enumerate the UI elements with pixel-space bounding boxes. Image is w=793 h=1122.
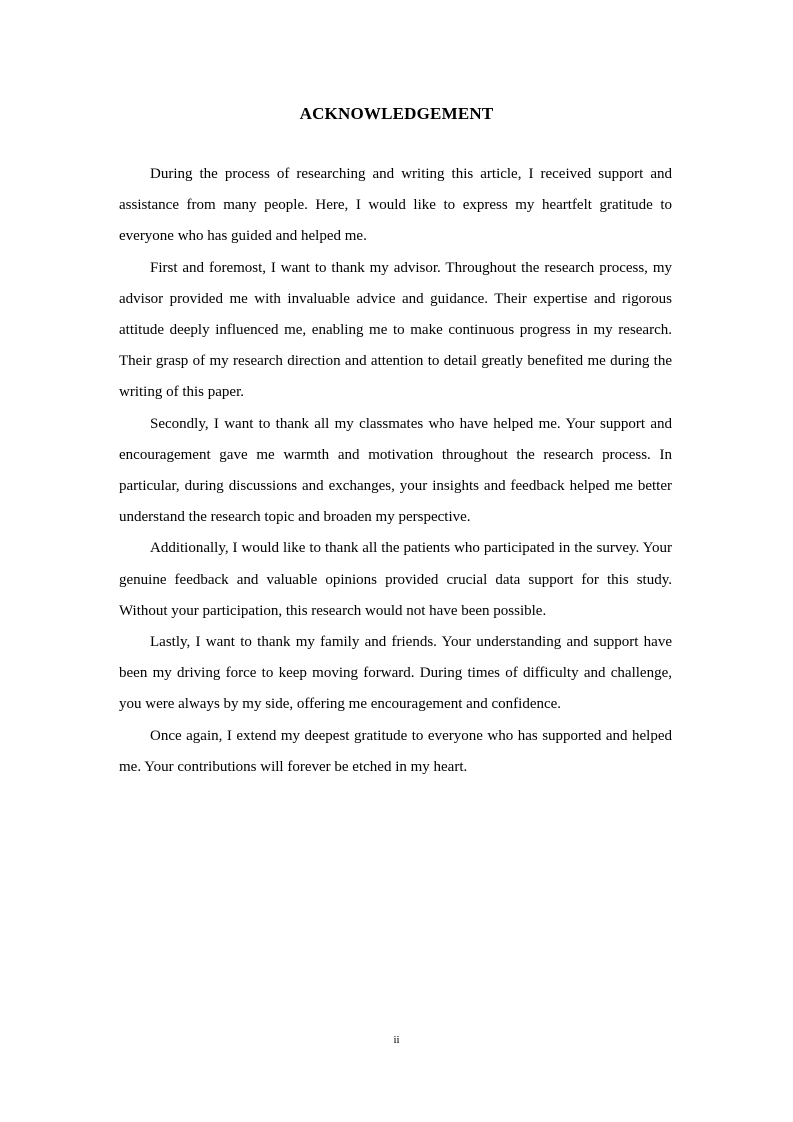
paragraph-patients: Additionally, I would like to thank all the patients who participated in the survey. Your genuine feedback and valuable opinions provided crucial data support for this study. Without your participation, this research would not have been possible.: [119, 540, 672, 619]
page-title: ACKNOWLEDGEMENT: [299, 104, 494, 123]
page-number: ii: [393, 1034, 400, 1046]
acknowledgement-body: [119, 159, 672, 783]
paragraph-classmates: Secondly, I want to thank all my classmates who have helped me. Your support and encouragement gave me warmth and motivation throughout the research process. In particular, during discussions and exchanges, your insights and feedback helped me better understand the research topic and broaden my perspective.: [119, 415, 672, 526]
paragraph-advisor: First and foremost, I want to thank my advisor. Throughout the research process, my advisor provided me with invaluable advice and guidance. Their expertise and rigorous attitude deeply influenced me, enabling me to make continuous progress in my research. Their grasp of my research direction and attention to detail greatly benefited me during the writing of this paper.: [119, 259, 672, 401]
paragraph-closing: Once again, I extend my deepest gratitude to everyone who has supported and helped me. Your contributions will forever be etched in my heart.: [119, 727, 672, 775]
paragraph-opening: During the process of researching and writing this article, I received support and assistance from many people. Here, I would like to express my heartfelt gratitude to everyone who has guided and helped me.: [119, 166, 672, 245]
paragraph-family: Lastly, I want to thank my family and friends. Your understanding and support have been my driving force to keep moving forward. During times of difficulty and challenge, you were always by my side, offering me encouragement and confidence.: [119, 634, 672, 713]
